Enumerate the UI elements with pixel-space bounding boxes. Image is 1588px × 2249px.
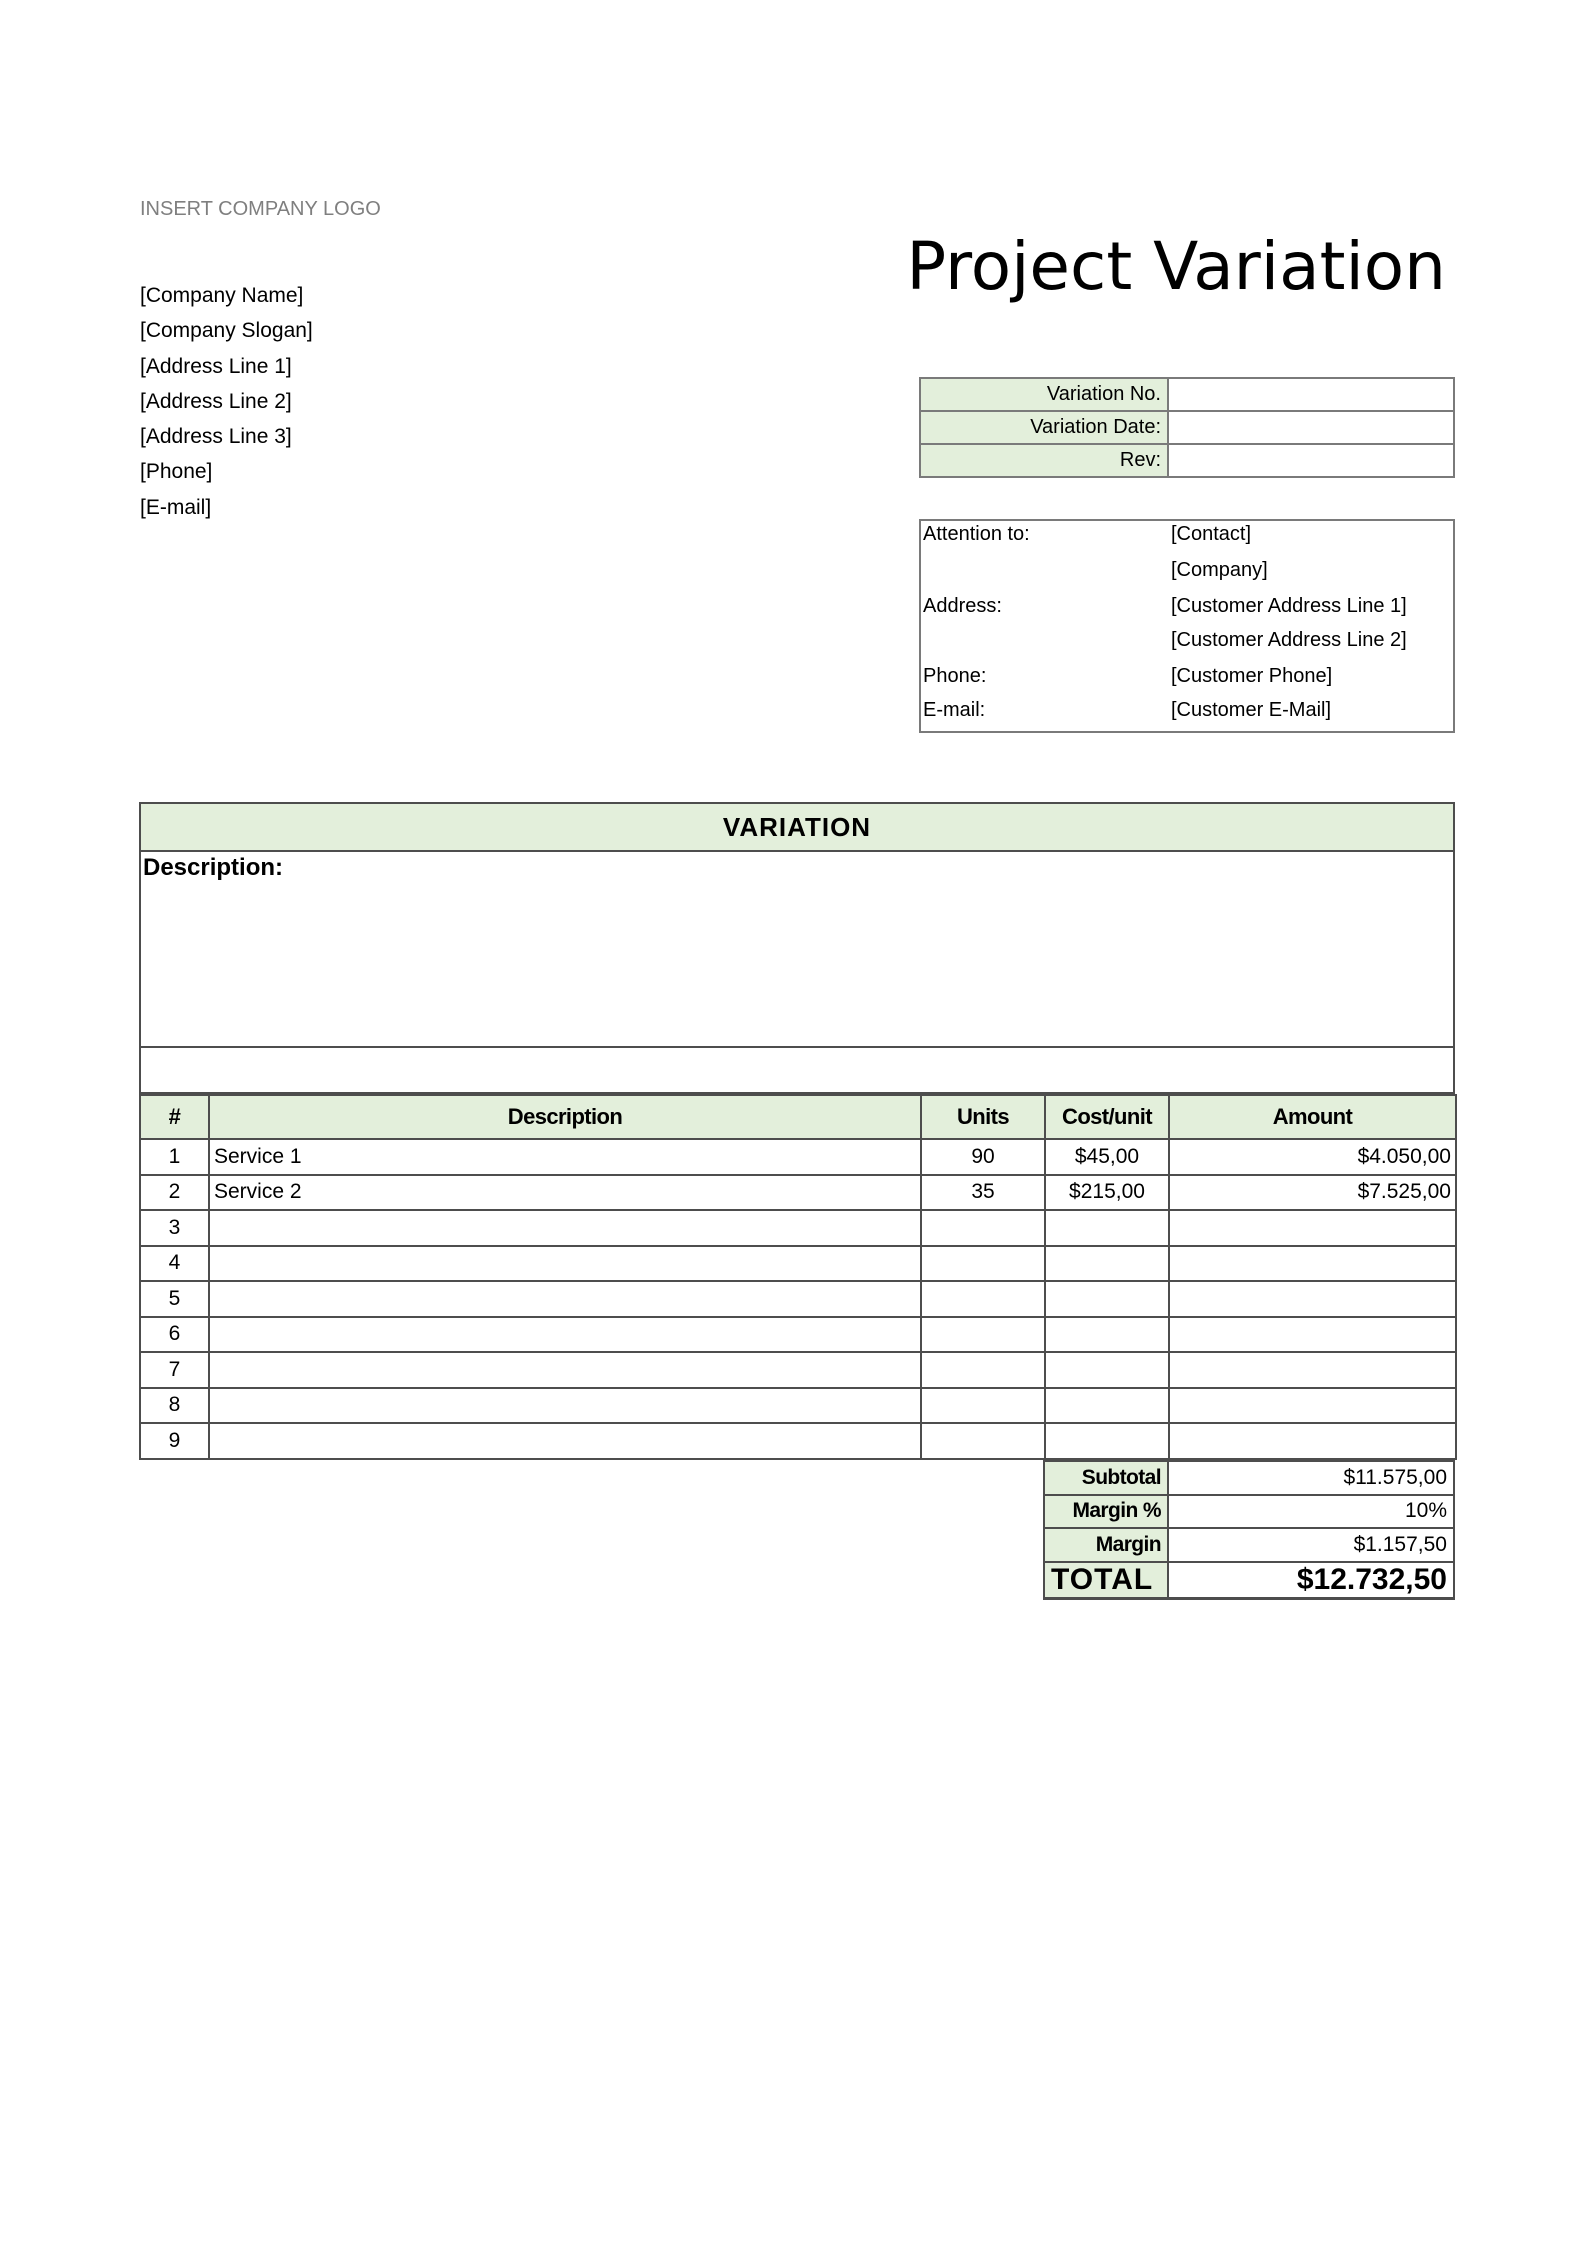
customer-row — [921, 559, 1453, 595]
meta-row — [920, 378, 1454, 411]
row-units[interactable] — [921, 1388, 1045, 1424]
row-number: 8 — [140, 1388, 209, 1424]
company-logo-placeholder: INSERT COMPANY LOGO — [140, 198, 381, 220]
customer-phone: [Customer Phone] — [1171, 665, 1333, 687]
total-value: $12.732,50 — [1168, 1562, 1454, 1599]
meta-row — [920, 411, 1454, 444]
company-address-line-3: [Address Line 3] — [140, 425, 292, 449]
subtotal-label: Subtotal — [1044, 1461, 1168, 1495]
margin-percent-row — [1044, 1495, 1454, 1529]
total-row — [1044, 1562, 1454, 1599]
row-number: 4 — [140, 1246, 209, 1282]
variation-section — [139, 802, 1455, 1094]
row-amount — [1169, 1352, 1456, 1388]
customer-address-line-2: [Customer Address Line 2] — [1171, 629, 1407, 651]
email-label: E-mail: — [923, 699, 986, 721]
company-info — [140, 278, 313, 525]
row-amount — [1169, 1388, 1456, 1424]
row-cost-unit[interactable] — [1045, 1246, 1169, 1282]
table-row — [140, 1388, 1456, 1424]
margin-label: Margin — [1044, 1528, 1168, 1562]
row-cost-unit[interactable] — [1045, 1352, 1169, 1388]
row-number: 2 — [140, 1175, 209, 1211]
variation-no-field[interactable] — [1168, 378, 1454, 411]
row-amount: $4.050,00 — [1169, 1139, 1456, 1175]
customer-row — [921, 699, 1453, 735]
row-units[interactable]: 35 — [921, 1175, 1045, 1211]
company-email: [E-mail] — [140, 495, 212, 519]
customer-row — [921, 665, 1453, 701]
row-description[interactable] — [209, 1210, 921, 1246]
description-label: Description: — [143, 854, 284, 881]
company-name: [Company Name] — [140, 284, 304, 307]
customer-info-box — [919, 519, 1455, 733]
row-amount — [1169, 1246, 1456, 1282]
row-description[interactable] — [209, 1423, 921, 1459]
row-number: 9 — [140, 1423, 209, 1459]
company-address-line-2: [Address Line 2] — [140, 389, 292, 413]
table-row — [140, 1281, 1456, 1317]
row-description[interactable] — [209, 1388, 921, 1424]
table-row — [140, 1246, 1456, 1282]
col-description-header: Description — [209, 1095, 921, 1139]
row-number: 7 — [140, 1352, 209, 1388]
row-units[interactable]: 90 — [921, 1139, 1045, 1175]
col-number-header: # — [140, 1095, 209, 1139]
row-number: 6 — [140, 1317, 209, 1353]
margin-percent-value[interactable]: 10% — [1168, 1495, 1454, 1529]
table-row — [140, 1317, 1456, 1353]
row-units[interactable] — [921, 1281, 1045, 1317]
company-address-line-1: [Address Line 1] — [140, 354, 292, 378]
row-description[interactable] — [209, 1246, 921, 1282]
row-units[interactable] — [921, 1210, 1045, 1246]
rev-field[interactable] — [1168, 444, 1454, 477]
row-description[interactable] — [209, 1352, 921, 1388]
customer-row — [921, 523, 1453, 559]
attention-label: Attention to: — [923, 523, 1030, 545]
row-cost-unit[interactable] — [1045, 1210, 1169, 1246]
customer-row — [921, 629, 1453, 665]
col-units-header: Units — [921, 1095, 1045, 1139]
row-description[interactable] — [209, 1317, 921, 1353]
phone-label: Phone: — [923, 665, 987, 687]
variation-meta-table — [919, 377, 1455, 478]
row-amount — [1169, 1210, 1456, 1246]
row-amount: $7.525,00 — [1169, 1175, 1456, 1211]
customer-company: [Company] — [1171, 559, 1268, 581]
customer-email: [Customer E-Mail] — [1171, 699, 1332, 721]
subtotal-row — [1044, 1461, 1454, 1495]
table-row — [140, 1423, 1456, 1459]
row-description[interactable] — [209, 1281, 921, 1317]
row-description[interactable]: Service 2 — [209, 1175, 921, 1211]
table-row — [140, 1210, 1456, 1246]
rev-label: Rev: — [920, 444, 1168, 477]
page-title: Project Variation — [906, 228, 1446, 305]
totals-table — [1043, 1460, 1455, 1600]
table-header-row — [140, 1095, 1456, 1139]
variation-date-label: Variation Date: — [920, 411, 1168, 444]
customer-contact: [Contact] — [1171, 523, 1252, 545]
row-cost-unit[interactable] — [1045, 1281, 1169, 1317]
row-amount — [1169, 1281, 1456, 1317]
customer-row — [921, 595, 1453, 631]
row-amount — [1169, 1423, 1456, 1459]
variation-no-label: Variation No. — [920, 378, 1168, 411]
margin-value: $1.157,50 — [1168, 1528, 1454, 1562]
total-label: TOTAL — [1044, 1562, 1168, 1599]
row-units[interactable] — [921, 1246, 1045, 1282]
margin-row — [1044, 1528, 1454, 1562]
address-label: Address: — [923, 595, 1002, 617]
col-cost-unit-header: Cost/unit — [1045, 1095, 1169, 1139]
divider — [141, 1046, 1453, 1048]
row-cost-unit[interactable] — [1045, 1423, 1169, 1459]
company-slogan: [Company Slogan] — [140, 319, 313, 343]
subtotal-value: $11.575,00 — [1168, 1461, 1454, 1495]
row-units[interactable] — [921, 1423, 1045, 1459]
row-units[interactable] — [921, 1317, 1045, 1353]
row-number: 1 — [140, 1139, 209, 1175]
row-cost-unit[interactable]: $215,00 — [1045, 1175, 1169, 1211]
col-amount-header: Amount — [1169, 1095, 1456, 1139]
margin-percent-label: Margin % — [1044, 1495, 1168, 1529]
table-row — [140, 1175, 1456, 1211]
row-number: 5 — [140, 1281, 209, 1317]
row-cost-unit[interactable] — [1045, 1388, 1169, 1424]
customer-address-line-1: [Customer Address Line 1] — [1171, 595, 1407, 617]
company-phone: [Phone] — [140, 460, 213, 484]
meta-row — [920, 444, 1454, 477]
variation-heading: VARIATION — [141, 804, 1453, 852]
row-description[interactable]: Service 1 — [209, 1139, 921, 1175]
row-number: 3 — [140, 1210, 209, 1246]
row-cost-unit[interactable] — [1045, 1317, 1169, 1353]
row-amount — [1169, 1317, 1456, 1353]
table-row — [140, 1352, 1456, 1388]
variation-date-field[interactable] — [1168, 411, 1454, 444]
table-row — [140, 1139, 1456, 1175]
line-items-table — [139, 1094, 1457, 1460]
row-cost-unit[interactable]: $45,00 — [1045, 1139, 1169, 1175]
row-units[interactable] — [921, 1352, 1045, 1388]
